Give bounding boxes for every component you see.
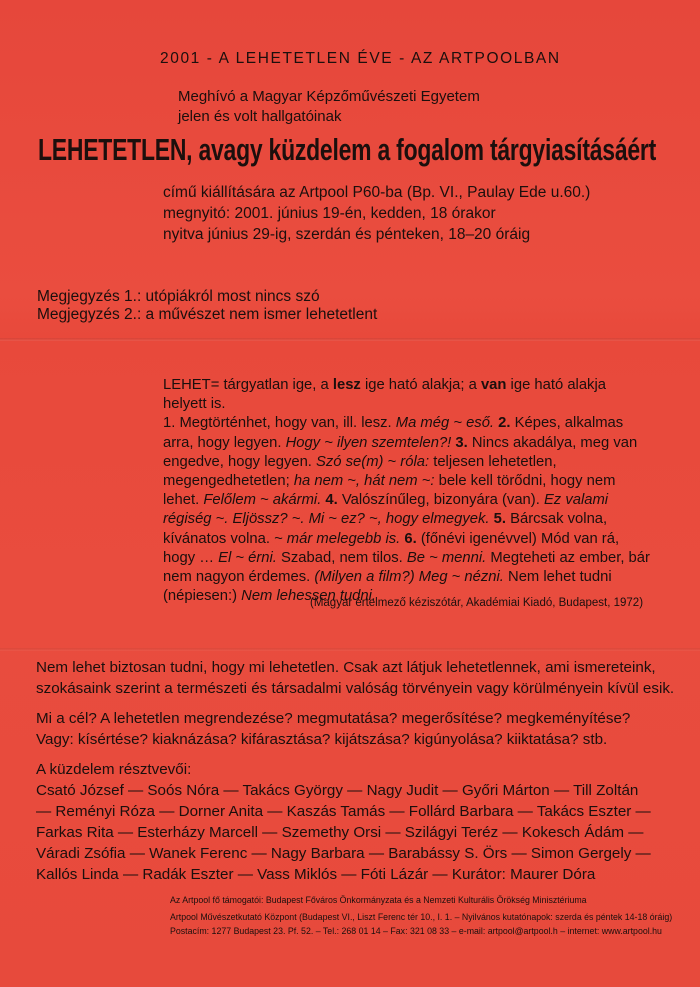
sense-number: 4. xyxy=(321,492,338,509)
sense-number: 2. xyxy=(494,415,511,432)
sense-example: ~ már melegebb is. xyxy=(274,530,401,547)
dictionary-entry xyxy=(163,376,653,606)
invitation-line-2: jelen és volt hallgatóinak xyxy=(178,108,342,125)
sense-number: 3. xyxy=(451,434,468,451)
sense-example: ha nem ~, hát nem ~: xyxy=(293,473,435,490)
sense-example: Hogy ~ ilyen szemtelen?! xyxy=(285,434,452,451)
sense-text: Megtörténhet, hogy van, ill. lesz. xyxy=(175,415,396,432)
paper-fold-line xyxy=(0,338,700,341)
footer-contact: Postacím: 1277 Budapest 23. Pf. 52. – Tel.: 268 01 14 – Fax: 321 08 33 – e-mail: artpool@artpool.h – internet: www.artpool.hu xyxy=(170,926,662,936)
sense-text: bele kell törődni, hogy nem lehet. xyxy=(163,473,616,509)
definition-text: ige ható alakja helyett is. xyxy=(163,377,606,413)
sense-text: Nincs akadálya, meg van engedve, hogy legyen. xyxy=(163,434,638,470)
sense-example: Ma még ~ eső. xyxy=(395,415,495,432)
sense-text: Megteheti az ember, bár nem nagyon érdemes. xyxy=(163,549,650,586)
body-paragraph-2-line-2: Vagy: kísértése? kiaknázása? kifárasztása? kijátszása? kigúnyolása? kiiktatása? stb. xyxy=(36,731,608,748)
paper-fold-line xyxy=(0,648,700,651)
sense-example: Ez valami régiség ~. Eljössz? ~. Mi ~ ez? ~, hogy elmegyek. xyxy=(163,492,609,528)
body-paragraph-1-line-1: Nem lehet biztosan tudni, hogy mi lehetetlen. Csak azt látjuk lehetetlennek, ami ismereteink, xyxy=(36,659,656,676)
sense-number: 1. xyxy=(163,415,176,432)
body-paragraph-1-line-2: szokásaink szerint a természeti és társadalmi valóság törvényein vagy körülményein kívül esik. xyxy=(36,680,675,697)
sense-example: Felőlem ~ akármi. xyxy=(203,492,322,509)
sense-example: El ~ érni. xyxy=(218,549,277,566)
sense-text: Bárcsak volna, kívánatos volna. xyxy=(163,511,608,547)
venue-line: című kiállítására az Artpool P60-ba (Bp. VI., Paulay Ede u.60.) xyxy=(163,184,591,201)
sense-text: teljesen lehetetlen, megengedhetetlen; xyxy=(163,453,557,490)
note-1: Megjegyzés 1.: utópiákról most nincs szó xyxy=(37,288,320,305)
definition-text: LEHET= tárgyatlan ige, a xyxy=(163,377,333,393)
sense-example: Szó se(m) ~ róla: xyxy=(316,453,430,470)
sense-text: Valószínűleg, bizonyára (van). xyxy=(337,492,544,509)
participants-line: Csató József — Soós Nóra — Takács György — Nagy Judit — Győri Márton — Till Zoltán xyxy=(36,782,639,799)
sense-text: Képes, alkalmas arra, hogy legyen. xyxy=(163,415,624,451)
definition-text: ige ható alakja; a xyxy=(360,377,481,393)
footer-sponsors: Az Artpool fő támogatói: Budapest Főváros Önkormányzata és a Nemzeti Kulturális Örökség Minisztériuma xyxy=(170,895,587,905)
participants-line: — Reményi Róza — Dorner Anita — Kaszás Tamás — Follárd Barbara — Takács Eszter — xyxy=(36,803,651,820)
sense-text: Szabad, nem tilos. xyxy=(276,549,407,566)
sense-text: (főnévi igenévvel) Mód van rá, hogy … xyxy=(163,530,620,566)
header-line: 2001 - A LEHETETLEN ÉVE - AZ ARTPOOLBAN xyxy=(160,50,561,67)
sense-example: (Milyen a film?) Meg ~ nézni. xyxy=(314,569,504,586)
sense-example: Be ~ menni. xyxy=(406,549,487,566)
sense-text: Nem lehet tudni (népiesen:) xyxy=(163,569,612,605)
invitation-line-1: Meghívó a Magyar Képzőművészeti Egyetem xyxy=(178,88,480,105)
participants-line: Farkas Rita — Esterházy Marcell — Szemethy Orsi — Szilágyi Teréz — Kokesch Ádám — xyxy=(36,824,644,841)
definition-bold: van xyxy=(480,377,507,393)
sense-number: 6. xyxy=(400,530,417,547)
body-paragraph-2-line-1: Mi a cél? A lehetetlen megrendezése? megmutatása? megerősítése? megkeményítése? xyxy=(36,710,631,727)
participants-line: Kallós Linda — Radák Eszter — Vass Miklós — Fóti Lázár — Kurátor: Maurer Dóra xyxy=(36,866,596,883)
hours-line: nyitva június 29-ig, szerdán és pénteken, 18–20 óráig xyxy=(163,226,531,243)
dictionary-source: (Magyar értelmező kéziszótár, Akadémiai Kiadó, Budapest, 1972) xyxy=(310,597,644,609)
definition-bold: lesz xyxy=(332,377,361,393)
sense-number: 5. xyxy=(489,511,506,528)
note-2: Megjegyzés 2.: a művészet nem ismer lehetetlent xyxy=(37,306,378,323)
sense-example: Nem lehessen tudni. xyxy=(241,588,377,605)
opening-line: megnyitó: 2001. június 19-én, kedden, 18 órakor xyxy=(163,205,496,222)
exhibition-title: LEHETETLEN, avagy küzdelem a fogalom tárgyiasításáért xyxy=(38,132,657,167)
dictionary-definition xyxy=(163,376,653,414)
footer-address: Artpool Művészetkutató Központ (Budapest VI., Liszt Ferenc tér 10., I. 1. – Nyilvános kutatónapok: szerda és péntek 14-18 óráig) xyxy=(170,912,673,922)
participants-line: Váradi Zsófia — Wanek Ferenc — Nagy Barbara — Barabássy S. Örs — Simon Gergely — xyxy=(36,845,651,862)
participants-heading: A küzdelem résztvevői: xyxy=(36,761,192,778)
dictionary-senses xyxy=(163,414,653,606)
